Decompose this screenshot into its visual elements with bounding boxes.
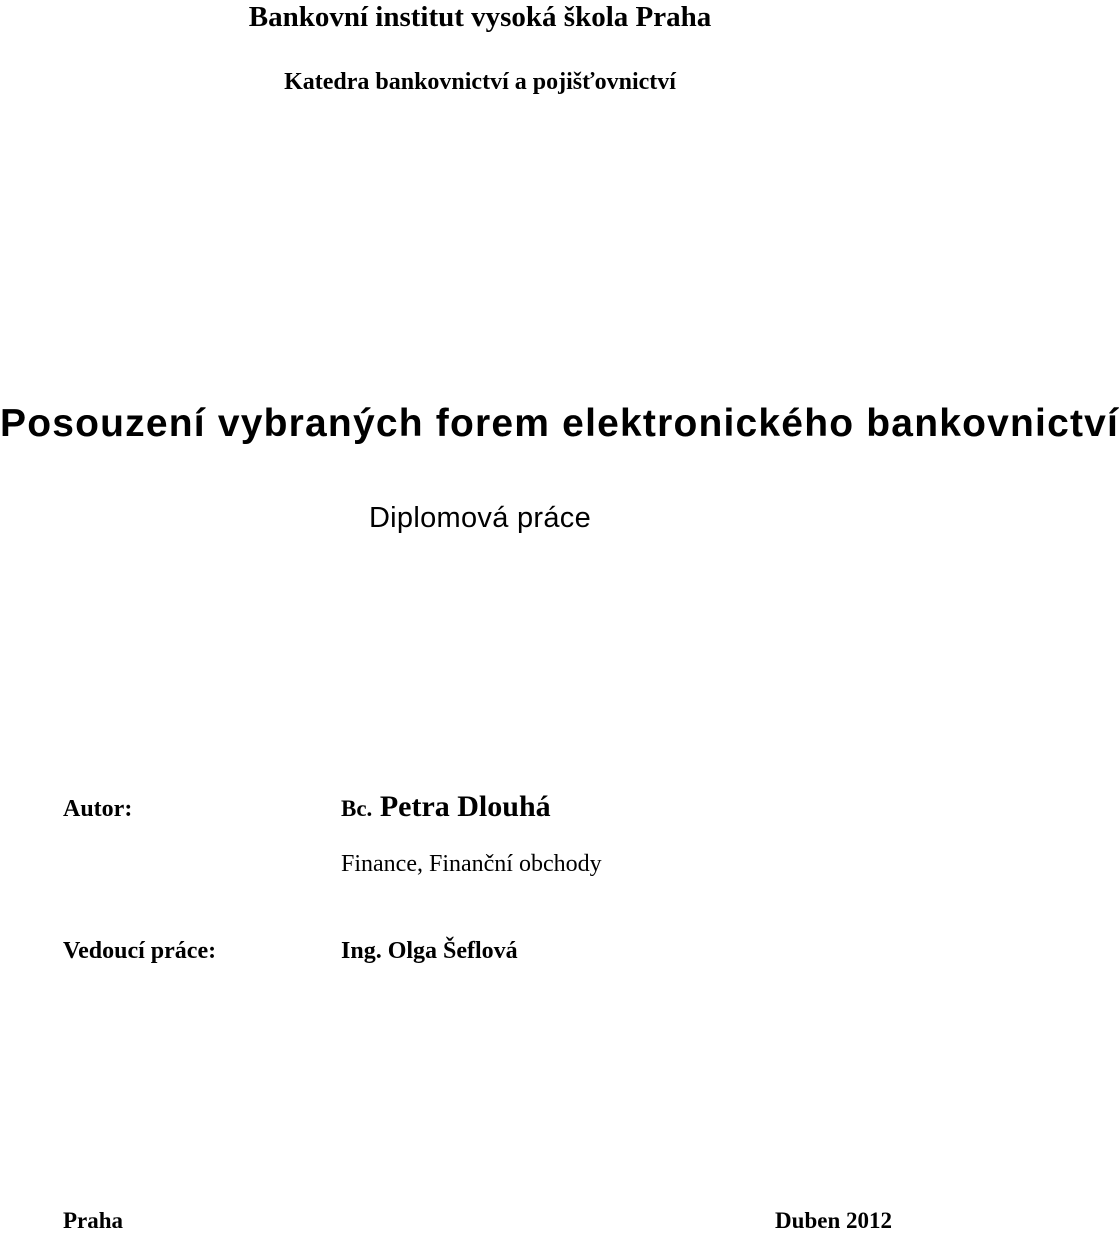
footer-city: Praha xyxy=(63,1208,124,1233)
thesis-type: Diplomová práce xyxy=(368,502,592,534)
author-degree: Bc. xyxy=(341,796,373,821)
author-full-name: Petra Dlouhá xyxy=(379,790,551,823)
study-field: Finance, Finanční obchody xyxy=(341,851,602,877)
author-name xyxy=(341,792,551,822)
footer-date: Duben 2012 xyxy=(775,1208,892,1233)
thesis-title: Posouzení vybraných forem elektronického bankovnictví xyxy=(0,402,1119,445)
department-name: Katedra bankovnictví a pojišťovnictví xyxy=(284,69,676,95)
institution-name: Bankovní institut vysoká škola Praha xyxy=(248,1,712,33)
supervisor-label: Vedoucí práce: xyxy=(63,938,217,964)
author-label: Autor: xyxy=(63,796,133,822)
supervisor-name: Ing. Olga Šeflová xyxy=(341,938,518,964)
